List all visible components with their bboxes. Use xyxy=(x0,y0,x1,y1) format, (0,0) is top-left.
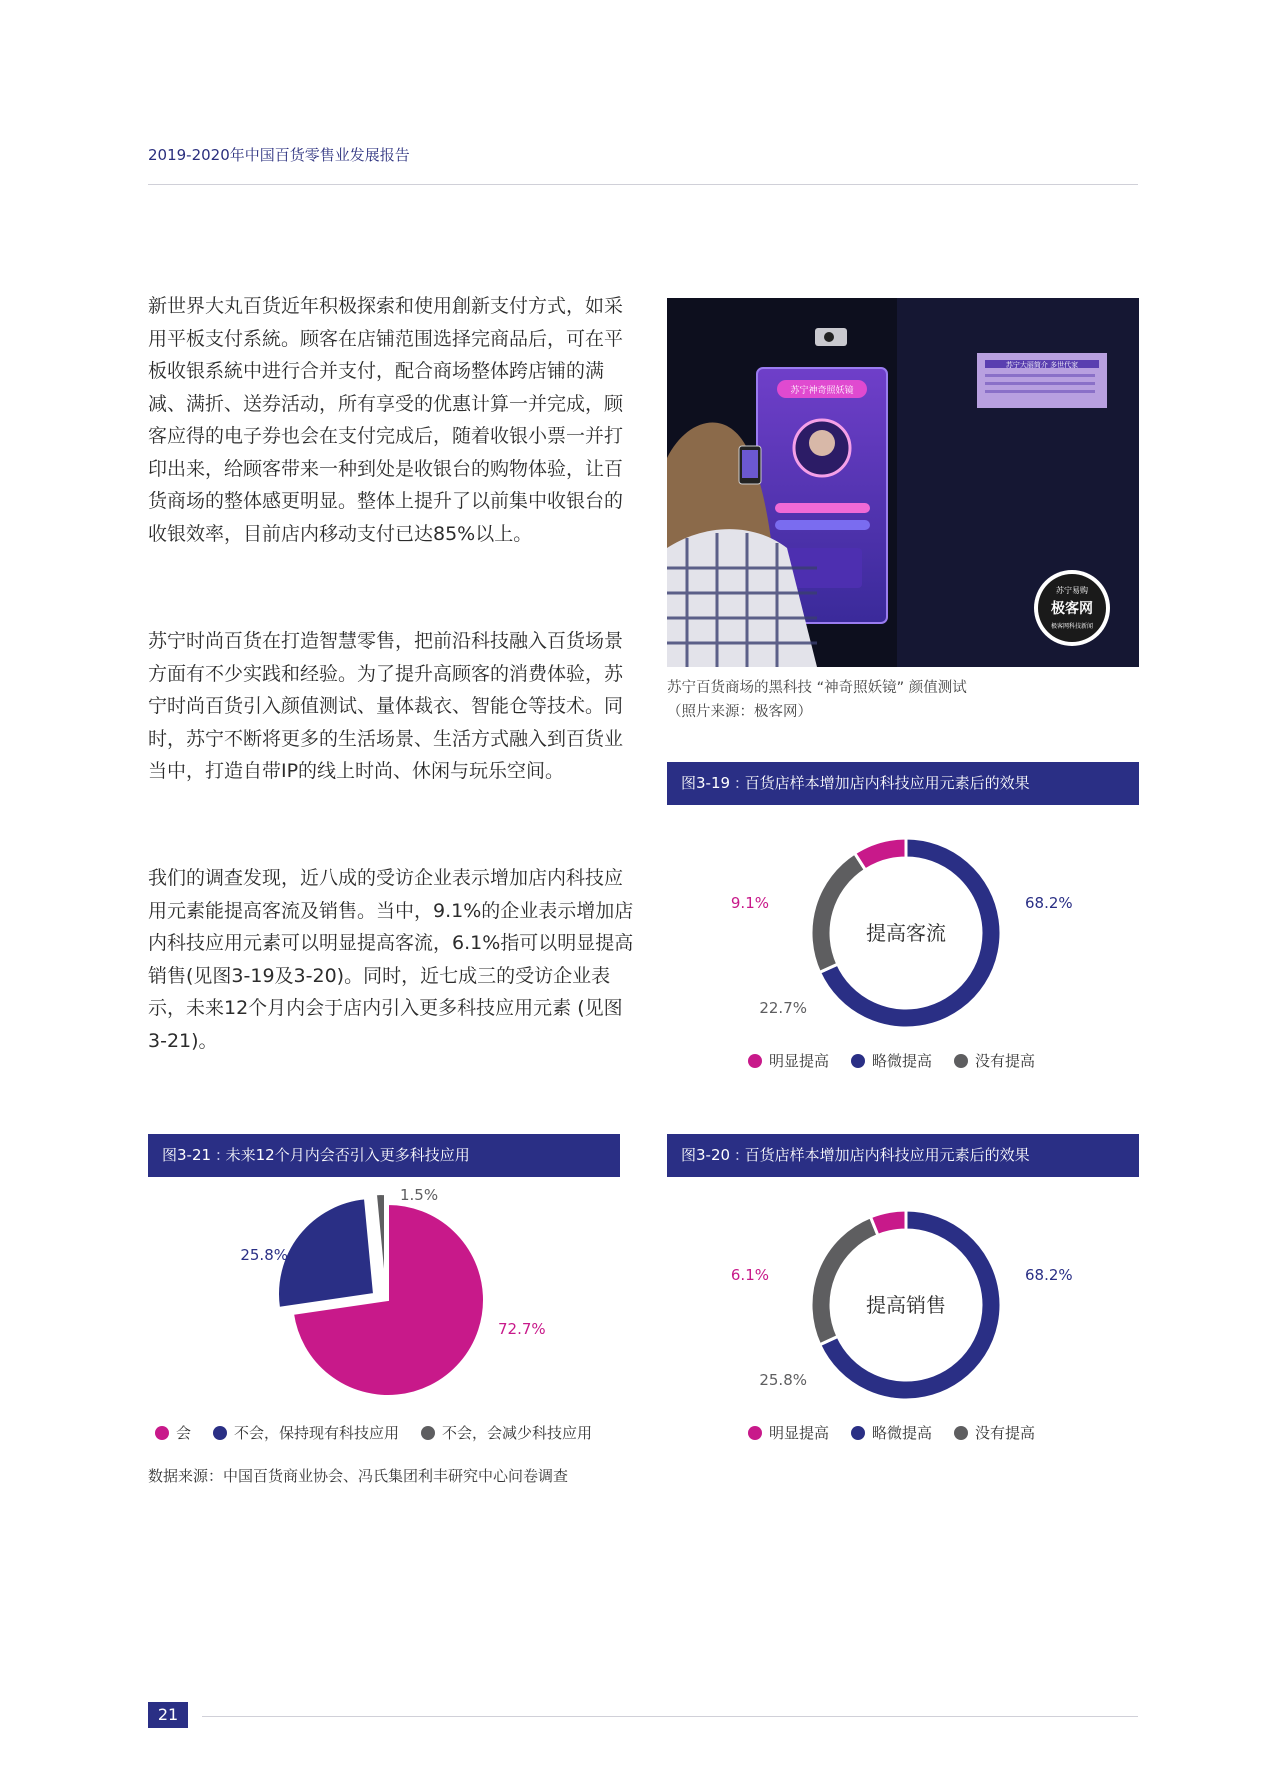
legend-label: 没有提高 xyxy=(975,1052,1036,1070)
figure-3-19-title-bar: 图3-19 : 百货店样本增加店内科技应用元素后的效果 xyxy=(667,762,1139,805)
legend-label: 会 xyxy=(176,1424,192,1442)
legend-swatch xyxy=(155,1426,169,1440)
figure-3-20-title: 百货店样本增加店内科技应用元素后的效果 xyxy=(744,1146,1030,1164)
legend-label: 明显提高 xyxy=(769,1052,830,1070)
paragraph-1-text: 新世界大丸百货近年积极探索和使用創新支付方式，如采用平板支付系統。顾客在店铺范围选择完商品后，可在平板收银系統中进行合并支付，配合商场整体跨店铺的满减、满折、送券活动，所有享受的优惠计算一并完成，顾客应得的电子券也会在支付完成后，随着收银小票一并打印出来，给顾客带来一种到处是收银台的购物体验，让百货商场的整体感更明显。整体上提升了以前集中收银台的收银效率，目前店内移动支付已达85%以上。 xyxy=(148,295,624,545)
data-label-2: 1.5% xyxy=(400,1186,439,1204)
legend-swatch xyxy=(851,1054,865,1068)
legend-item xyxy=(851,1422,932,1443)
legend-swatch xyxy=(851,1426,865,1440)
legend-label: 不会，保持现有科技应用 xyxy=(234,1424,400,1442)
figure-3-20-legend xyxy=(748,1422,1051,1443)
photo-suning-mirror xyxy=(667,298,1139,667)
photo-caption-line1: 苏宁百货商场的黑科技 “神奇照妖镜” 颜值测试 xyxy=(667,680,967,696)
photo-illustration xyxy=(667,298,1139,667)
pie-slice-1 xyxy=(278,1198,374,1307)
figure-3-20-title-bar: 图3-20 : 百货店样本增加店内科技应用元素后的效果 xyxy=(667,1134,1139,1177)
data-label-0: 6.1% xyxy=(730,1266,769,1284)
figure-3-19-id: 图3-19 xyxy=(681,774,731,792)
watermark-logo xyxy=(1034,570,1110,646)
data-label-2: 22.7% xyxy=(759,999,807,1017)
page-number: 21 xyxy=(148,1702,188,1728)
donut-slice-2 xyxy=(811,853,865,972)
header-divider xyxy=(148,184,1138,185)
figure-3-21-title-bar: 图3-21 : 未来12个月内会否引入更多科技应用 xyxy=(148,1134,620,1177)
data-source-note: 数据来源：中国百货商业协会、冯氏集团利丰研究中心问卷调查 xyxy=(148,1467,569,1485)
footer-divider xyxy=(202,1716,1138,1717)
data-label-0: 72.7% xyxy=(498,1320,546,1338)
data-label-2: 25.8% xyxy=(759,1371,807,1389)
legend-swatch xyxy=(954,1426,968,1440)
data-label-1: 68.2% xyxy=(1025,894,1073,912)
paragraph-2-text: 苏宁时尚百货在打造智慧零售，把前沿科技融入百货场景方面有不少实践和经验。为了提升高顾客的消费体验，苏宁时尚百货引入颜值测试、量体裁衣、智能仓等技术。同时，苏宁不断将更多的生活场景、生活方式融入到百货业当中，打造自带IP的线上时尚、休闲与玩乐空间。 xyxy=(148,630,624,782)
logo-bottom-text: 极客网科技新闻 xyxy=(1050,623,1094,630)
paragraph-3 xyxy=(148,862,638,1057)
figure-3-20-id: 图3-20 xyxy=(681,1146,731,1164)
board-title: 苏宁大丽简介 多世代家 xyxy=(1005,361,1079,369)
legend-swatch xyxy=(421,1426,435,1440)
paragraph-1 xyxy=(148,290,638,550)
figure-3-19-title: 百货店样本增加店内科技应用元素后的效果 xyxy=(744,774,1030,792)
logo-main-text: 极客网 xyxy=(1051,601,1093,617)
figure-3-21-pie-chart xyxy=(148,1180,638,1415)
donut-center-label: 提高销售 xyxy=(866,1293,946,1317)
legend-item xyxy=(155,1422,191,1443)
legend-swatch xyxy=(748,1054,762,1068)
data-label-0: 9.1% xyxy=(730,894,769,912)
legend-item xyxy=(421,1422,592,1443)
data-label-1: 25.8% xyxy=(240,1246,288,1264)
donut-slice-0 xyxy=(871,1210,906,1235)
screen-title: 苏宁神奇照妖镜 xyxy=(790,386,854,396)
donut-slice-0 xyxy=(855,838,906,870)
legend-item xyxy=(954,1422,1035,1443)
data-label-1: 68.2% xyxy=(1025,1266,1073,1284)
paragraph-2 xyxy=(148,625,638,788)
figure-3-19-legend xyxy=(748,1050,1051,1071)
legend-item xyxy=(954,1050,1035,1071)
donut-center-label: 提高客流 xyxy=(866,921,946,945)
legend-label: 略微提高 xyxy=(872,1424,933,1442)
figure-3-21-id: 图3-21 xyxy=(162,1146,212,1164)
legend-item xyxy=(213,1422,399,1443)
donut-slice-2 xyxy=(811,1217,878,1345)
legend-label: 明显提高 xyxy=(769,1424,830,1442)
legend-label: 没有提高 xyxy=(975,1424,1036,1442)
figure-3-20-donut-chart xyxy=(667,1180,1139,1415)
figure-3-19-donut-chart xyxy=(667,808,1139,1060)
photo-caption-line2: （照片来源：极客网） xyxy=(667,704,812,720)
legend-swatch xyxy=(954,1054,968,1068)
report-header-title: 2019-2020年中国百货零售业发展报告 xyxy=(148,146,410,164)
photo-caption xyxy=(667,676,967,724)
legend-label: 不会，会减少科技应用 xyxy=(442,1424,593,1442)
legend-item xyxy=(851,1050,932,1071)
figure-3-21-legend xyxy=(155,1422,608,1443)
legend-item xyxy=(748,1422,829,1443)
paragraph-3-text: 我们的调查发现，近八成的受访企业表示增加店内科技应用元素能提高客流及销售。当中，9.1%的企业表示增加店内科技应用元素可以明显提高客流，6.1%指可以明显提高销售(见图3-19及3-20)。同时，近七成三的受访企业表示，未来12个月内会于店内引入更多科技应用元素 (见图3-21)。 xyxy=(148,867,634,1052)
legend-label: 略微提高 xyxy=(872,1052,933,1070)
pie-slice-2 xyxy=(376,1194,385,1290)
figure-3-21-title: 未来12个月内会否引入更多科技应用 xyxy=(225,1146,470,1164)
logo-top-text: 苏宁易购 xyxy=(1056,586,1088,595)
legend-swatch xyxy=(748,1426,762,1440)
legend-swatch xyxy=(213,1426,227,1440)
legend-item xyxy=(748,1050,829,1071)
